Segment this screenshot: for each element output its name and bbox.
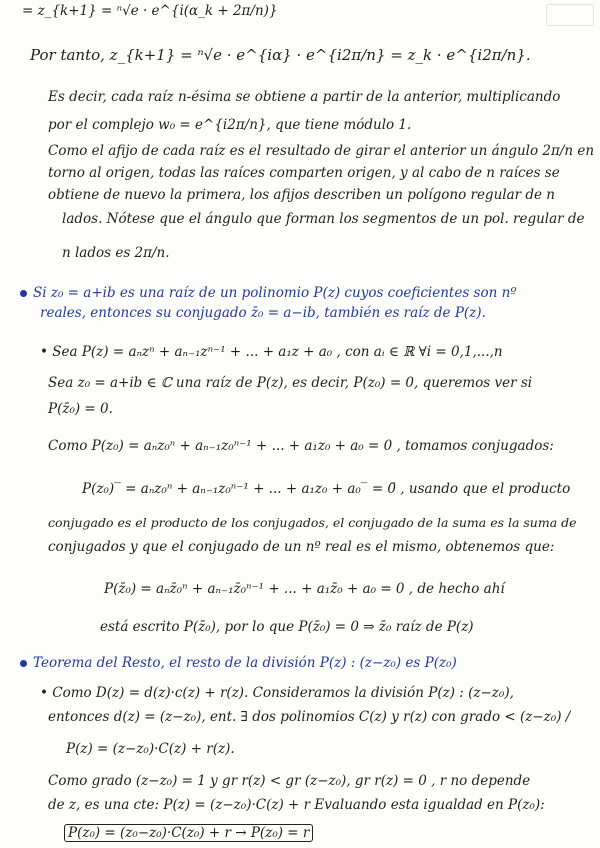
proof-line: Como P(z₀) = aₙz₀ⁿ + aₙ₋₁z₀ⁿ⁻¹ + ... + a₁z₀ + a₀ = 0 , tomamos conjugados: [48,438,554,454]
formula-line: Por tanto, z_{k+1} = ⁿ√e · e^{iα} · e^{i2π/n} = z_k · e^{i2π/n}. [30,46,531,64]
theorem-heading [20,654,457,672]
proof-line: de z, es una cte: P(z) = (z−z₀)·C(z) + r Evaluando esta igualdad en P(z₀): [48,797,545,813]
proof-line: P(z̄₀) = 0. [48,401,113,417]
text-line: por el complejo w₀ = e^{i2π/n}, que tiene módulo 1. [48,117,412,133]
theorem-text: Si z₀ = a+ib es una raíz de un polinomio P(z) cuyos coeficientes son nº [33,285,517,301]
proof-line: • Sea P(z) = aₙzⁿ + aₙ₋₁zⁿ⁻¹ + ... + a₁z + a₀ , con aᵢ ∈ ℝ ∀i = 0,1,...,n [40,344,503,360]
proof-conclusion: está escrito P(z̄₀), por lo que P(z̄₀) = 0 ⇒ z̄₀ raíz de P(z) [100,619,474,635]
proof-line: entonces d(z) = (z−z₀), ent. ∃ dos polinomios C(z) y r(z) con grado < (z−z₀) / [48,709,571,725]
bullet-icon [20,660,27,667]
proof-line: Como grado (z−z₀) = 1 y gr r(z) < gr (z−z₀), gr r(z) = 0 , r no depende [48,773,531,789]
theorem-statement: reales, entonces su conjugado z̄₀ = a−ib, también es raíz de P(z). [40,305,486,321]
proof-line: P(z̄₀) = aₙz̄₀ⁿ + aₙ₋₁z̄₀ⁿ⁻¹ + ... + a₁z̄₀ + a₀ = 0 , de hecho ahí [104,581,505,597]
proof-conclusion [64,824,313,842]
formula-line: = z_{k+1} = ⁿ√e · e^{i(α_k + 2π/n)} [22,3,278,19]
text-line: Es decir, cada raíz n-ésima se obtiene a partir de la anterior, multiplicando [48,89,561,105]
text-line: lados. Nótese que el ángulo que forman los segmentos de un pol. regular de [62,211,585,227]
text-line: Como el afijo de cada raíz es el resultado de girar el anterior un ángulo 2π/n en [48,143,595,159]
page-corner-mark [546,4,594,26]
text-line: torno al origen, todas las raíces comparten origen, y al cabo de n raíces se [48,165,560,181]
theorem-heading-text: Teorema del Resto, el resto de la división P(z) : (z−z₀) es P(z₀) [33,655,457,671]
proof-line: Sea z₀ = a+ib ∈ ℂ una raíz de P(z), es decir, P(z₀) = 0, queremos ver si [48,375,533,391]
proof-line: • Como D(z) = d(z)·c(z) + r(z). Consideramos la división P(z) : (z−z₀), [40,685,514,701]
text-line: n lados es 2π/n. [62,245,170,261]
boxed-result: P(z₀) = (z₀−z₀)·C(z₀) + r → P(z₀) = r [64,824,313,842]
proof-line: conjugados y que el conjugado de un nº real es el mismo, obtenemos que: [48,539,555,555]
bullet-icon [20,290,27,297]
text-line: obtiene de nuevo la primera, los afijos describen un polígono regular de n [48,187,556,203]
proof-line: P(z) = (z−z₀)·C(z) + r(z). [66,741,235,757]
theorem-statement [20,284,517,302]
proof-line: P(z₀)‾ = aₙz₀ⁿ + aₙ₋₁z₀ⁿ⁻¹ + ... + a₁z₀ + a₀‾ = 0̄ , usando que el producto [82,481,571,497]
proof-line: conjugado es el producto de los conjugados, el conjugado de la suma es la suma de [48,515,577,530]
